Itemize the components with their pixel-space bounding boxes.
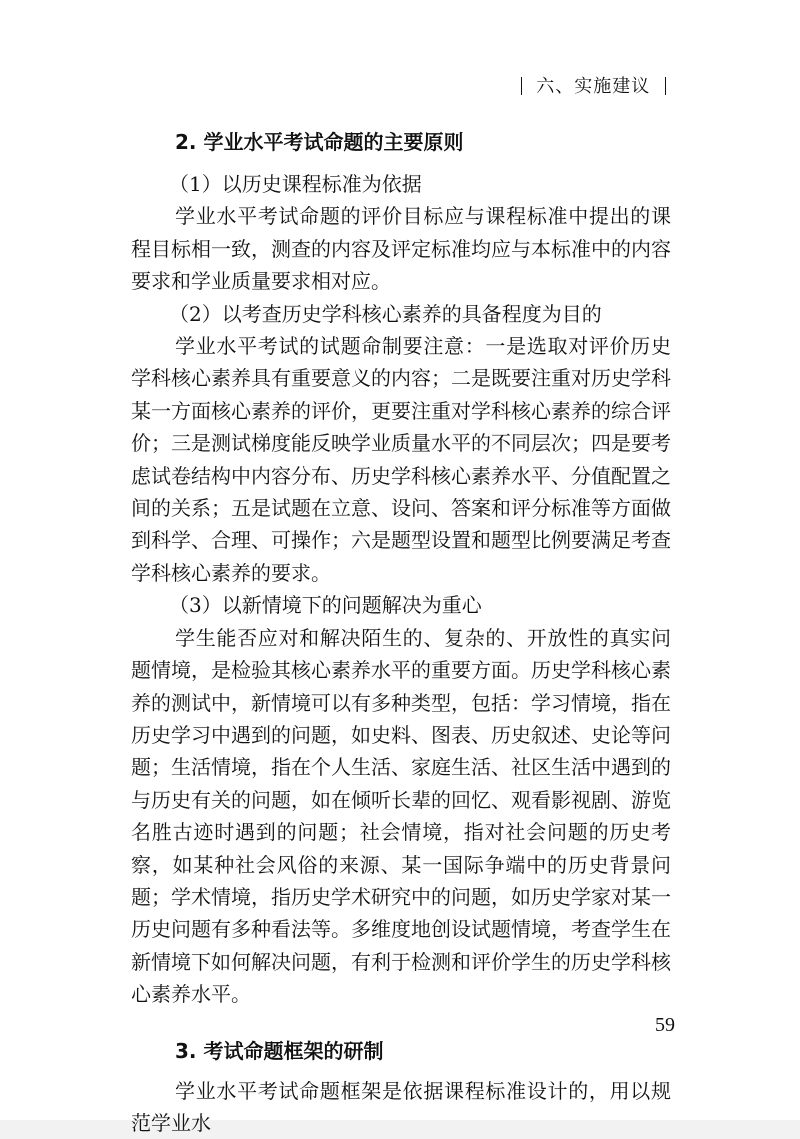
paragraph: 学业水平考试命题的评价目标应与课程标准中提出的课程目标相一致，测查的内容及评定标准均应与本标准中的内容要求和学业质量要求相对应。 bbox=[131, 204, 671, 294]
header-section-title: 六、实施建议 bbox=[536, 76, 651, 97]
running-header bbox=[513, 72, 674, 98]
subheading: （1）以历史课程标准为依据 bbox=[169, 172, 422, 196]
header-right-rule bbox=[665, 77, 666, 95]
header-left-rule bbox=[521, 77, 522, 95]
section-title: 2. 学业水平考试命题的主要原则 bbox=[175, 130, 464, 154]
paragraph: 学业水平考试的试题命制要注意：一是选取对评价历史学科核心素养具有重要意义的内容；二是既要注重对历史学科某一方面核心素养的评价，更要注重对学科核心素养的综合评价；三是测试梯度能反映学业质量水平的不同层次；四是要考虑试卷结构中内容分布、历史学科核心素养水平、分值配置之间的关系；五是试题在立意、设问、答案和评分标准等方面做到科学、合理、可操作；六是题型设置和题型比例要满足考查学科核心素养的要求。 bbox=[131, 334, 671, 585]
subheading: （3）以新情境下的问题解决为重心 bbox=[169, 593, 482, 618]
section-title: 3. 考试命题框架的研制 bbox=[175, 1038, 384, 1063]
paragraph: 学业水平考试命题框架是依据课程标准设计的，用以规范学业水 bbox=[131, 1078, 671, 1135]
paragraph: 学生能否应对和解决陌生的、复杂的、开放性的真实问题情境，是检验其核心素养水平的重要方面。历史学科核心素养的测试中，新情境可以有多种类型，包括：学习情境，指在历史学习中遇到的问题，如史料、图表、历史叙述、史论等问题；生活情境，指在个人生活、家庭生活、社区生活中遇到的与历史有关的问题，如在倾听长辈的回忆、观看影视剧、游览名胜古迹时遇到的问题；社会情境，指对社会问题的历史考察，如某种社会风俗的来源、某一国际争端中的历史背景问题；学术情境，指历史学术研究中的问题，如历史学家对某一历史问题有多种看法等。多维度地创设试题情境，考查学生在新情境下如何解决问题，有利于检测和评价学生的历史学科核心素养水平。 bbox=[131, 625, 671, 1007]
subheading: （2）以考查历史学科核心素养的具备程度为目的 bbox=[169, 301, 602, 326]
body-text bbox=[131, 126, 671, 1139]
page-number: 59 bbox=[655, 1014, 675, 1036]
